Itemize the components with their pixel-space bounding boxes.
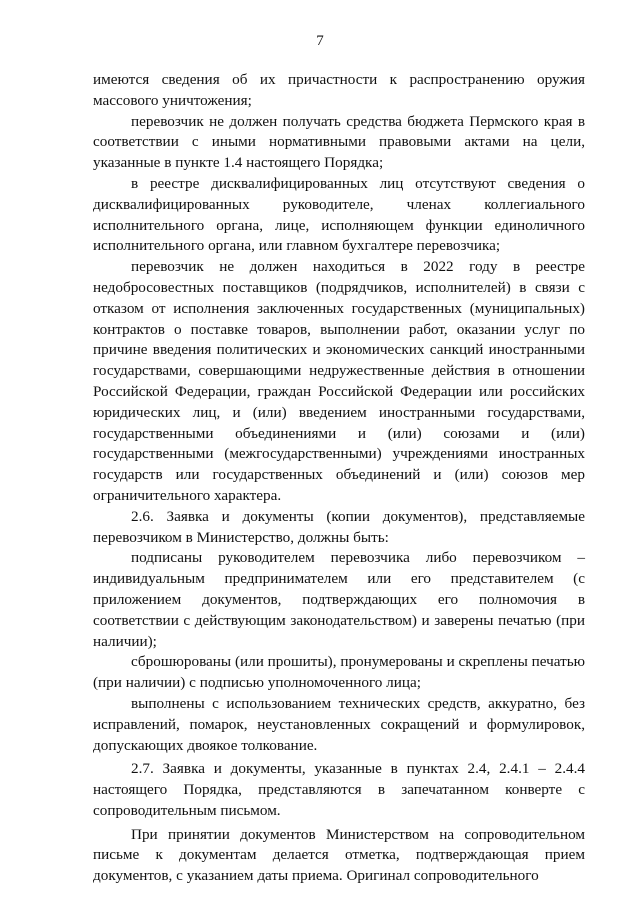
paragraph-technical-means: выполнены с использованием технических средств, аккуратно, без исправлений, помарок, неустановленных сокращений и формулировок, допускающих двоякое толкование.: [93, 694, 585, 754]
paragraph-disqualified-registry: в реестре дисквалифицированных лиц отсутствуют сведения о дисквалифицированных руководителе, членах коллегиального исполнительного органа, лице, исполняющем функции единоличного исполнительного органа, или главном бухгалтере перевозчика;: [93, 174, 585, 255]
paragraph-wmd-continuation: имеются сведения об их причастности к распространению оружия массового уничтожения;: [93, 71, 585, 109]
paragraph-section-2-7: 2.7. Заявка и документы, указанные в пунктах 2.4, 2.4.1 – 2.4.4 настоящего Порядка, представляются в запечатанном конверте с сопроводительным письмом.: [93, 760, 585, 819]
paragraph-unfair-suppliers: перевозчик не должен находиться в 2022 году в реестре недобросовестных поставщиков (подрядчиков, исполнителей) в связи с отказом от исполнения заключенных государственных (муниципальных) контрактов о поставке товаров, выполнении работ, оказании услуг по причине введения политических и экономических санкций иностранными государствами, совершающими недружественные действия в отношении Российской Федерации, граждан Российской Федерации или российских юридических лиц, и (или) введением иностранными государствами, государственными объединениями и (или) союзами и (или) государственными (межгосударственными) учреждениями иностранных государств или государственных объединений и (или) союзов мер ограничительного характера.: [93, 258, 585, 504]
paragraph-acceptance-mark: При принятии документов Министерством на сопроводительном письме к документам делается отметка, подтверждающая прием документов, с указанием даты приема. Оригинал сопроводительного: [93, 825, 585, 885]
paragraph-bound-numbered: сброшюрованы (или прошиты), пронумерованы и скреплены печатью (при наличии) с подписью уполномоченного лица;: [93, 653, 585, 692]
document-body: [93, 70, 585, 887]
page-number: 7: [316, 33, 324, 49]
paragraph-budget-funds: перевозчик не должен получать средства бюджета Пермского края в соответствии с иными нормативными правовыми актами на цели, указанные в пункте 1.4 настоящего Порядка;: [93, 112, 585, 172]
paragraph-section-2-6: 2.6. Заявка и документы (копии документов), представляемые перевозчиком в Министерство, должны быть:: [93, 507, 585, 546]
paragraph-signed-by: подписаны руководителем перевозчика либо перевозчиком – индивидуальным предпринимателем или его представителем (с приложением документов, подтверждающих его полномочия в соответствии с действующим законодательством) и заверены печатью (при наличии);: [93, 549, 585, 650]
